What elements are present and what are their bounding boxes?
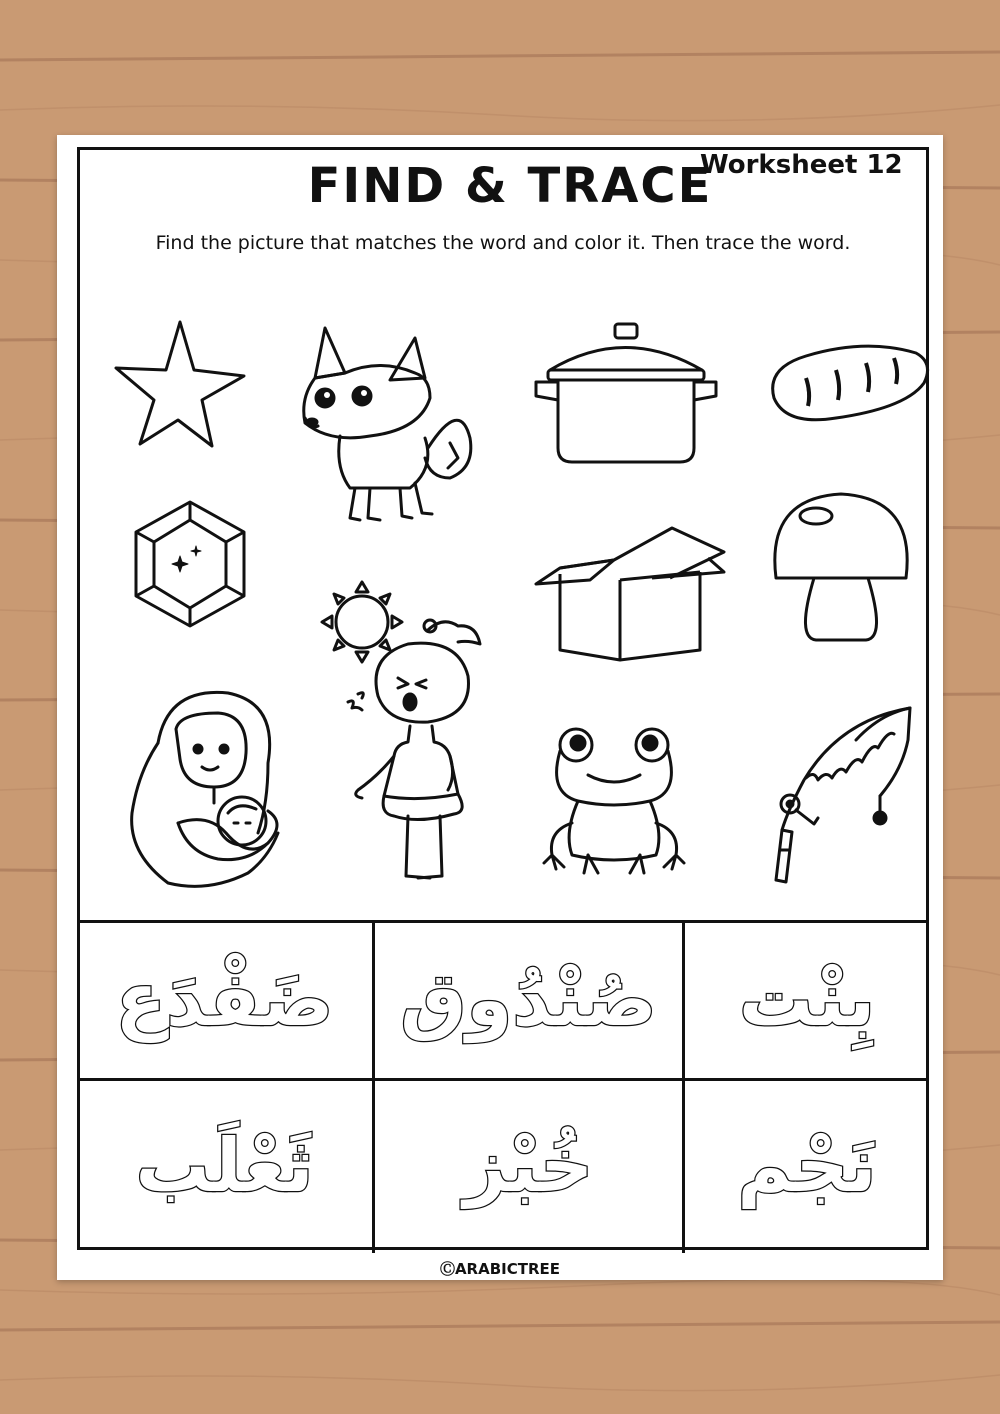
bread-icon[interactable] bbox=[766, 338, 932, 428]
fox-icon[interactable] bbox=[290, 318, 480, 526]
word-cell[interactable] bbox=[77, 1081, 375, 1253]
word-cell[interactable] bbox=[685, 1081, 929, 1253]
word-cell[interactable] bbox=[77, 923, 375, 1081]
trace-word: بِنْت bbox=[738, 956, 876, 1043]
mushroom-icon[interactable] bbox=[766, 488, 916, 646]
hot-girl-sun-icon[interactable] bbox=[318, 576, 490, 888]
star-icon[interactable] bbox=[112, 318, 248, 453]
fishing-rod-icon[interactable] bbox=[760, 700, 916, 886]
word-grid bbox=[77, 920, 929, 1250]
gem-icon[interactable] bbox=[130, 498, 250, 630]
word-cell[interactable] bbox=[375, 923, 685, 1081]
word-cell[interactable] bbox=[375, 1081, 685, 1253]
trace-word: نَجْم bbox=[737, 1123, 877, 1210]
box-icon[interactable] bbox=[532, 522, 728, 666]
trace-word: خُبْز bbox=[463, 1123, 594, 1210]
instructions: Find the picture that matches the word and color it. Then trace the word. bbox=[155, 232, 851, 254]
cooking-pot-icon[interactable] bbox=[530, 320, 720, 468]
word-cell[interactable] bbox=[685, 923, 929, 1081]
worksheet-number: Worksheet 12 bbox=[700, 150, 903, 180]
trace-word: ثَعْلَب bbox=[135, 1123, 314, 1210]
trace-word: صُنْدُوق bbox=[400, 956, 657, 1043]
copyright-footer: ⒸARABICTREE bbox=[439, 1260, 561, 1278]
worksheet-title: FIND & TRACE bbox=[307, 158, 713, 214]
mother-baby-icon[interactable] bbox=[118, 683, 290, 893]
frog-icon[interactable] bbox=[538, 723, 690, 879]
trace-word: ضَفْدَع bbox=[115, 956, 334, 1043]
